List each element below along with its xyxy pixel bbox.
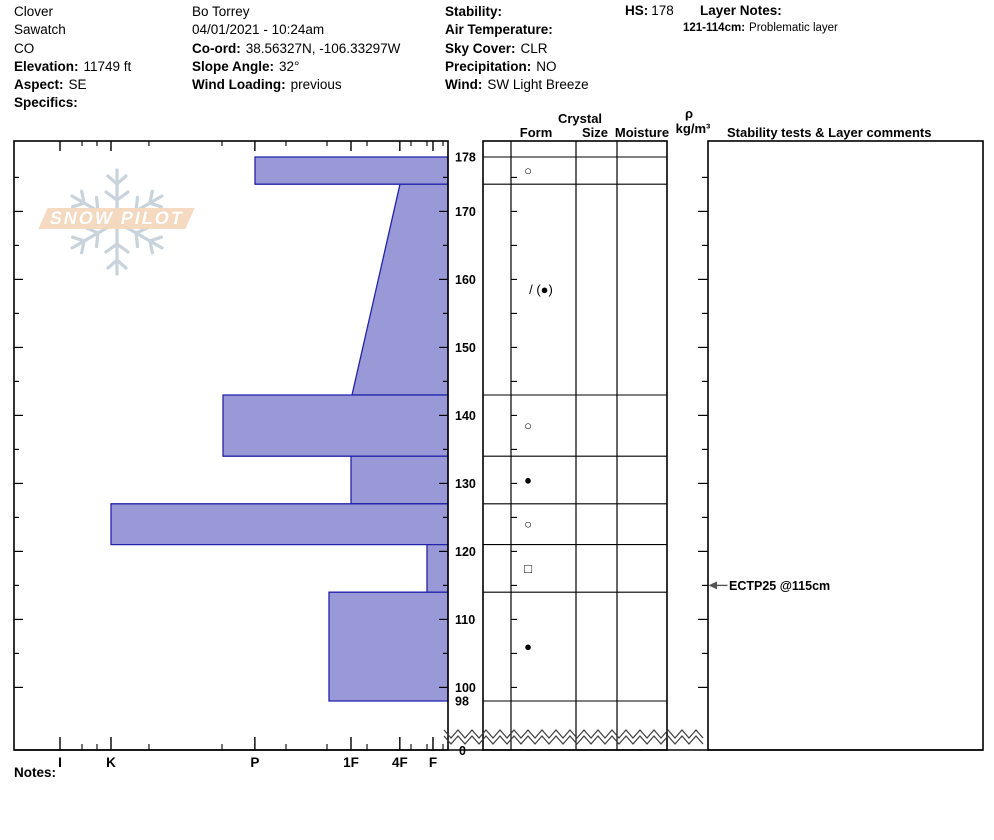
- layer-bar: [329, 592, 448, 701]
- hardness-tick-label: 4F: [391, 755, 408, 770]
- hardness-tick-label: I: [58, 755, 62, 770]
- arrow-left-icon: [709, 581, 718, 589]
- moisture-column-header: Moisture: [614, 125, 670, 140]
- slope-angle: Slope Angle: 32°: [192, 58, 300, 74]
- hardness-tick-label: F: [428, 755, 438, 770]
- depth-label: 150: [455, 340, 476, 355]
- chart-borders: [14, 141, 983, 750]
- stability-test-label: ECTP25 @115cm: [729, 578, 831, 593]
- state: CO: [14, 40, 35, 56]
- precipitation: Precipitation: NO: [445, 58, 557, 74]
- coordinates: Co-ord: 38.56327N, -106.33297W: [192, 40, 401, 56]
- grain-form-symbol: ○: [524, 516, 532, 532]
- grain-form-symbols: [524, 163, 553, 654]
- layer-bar: [255, 157, 448, 184]
- air-temperature: Air Temperature:: [445, 22, 553, 38]
- depth-label: 130: [455, 476, 476, 491]
- depth-label: 178: [455, 150, 476, 165]
- specifics: Specifics:: [14, 95, 78, 111]
- depth-label: 110: [455, 612, 476, 627]
- layer-bar: [351, 456, 448, 504]
- hardness-tick-label: 1F: [343, 755, 359, 770]
- stability-annotation: [709, 579, 831, 593]
- depth-label: 170: [455, 204, 476, 219]
- depth-label: 98: [455, 694, 469, 709]
- size-column-header: Size: [581, 125, 609, 140]
- depth-label: 160: [455, 272, 476, 287]
- layer-notes-entry: 121-114cm: Problematic layer: [683, 22, 838, 34]
- date-time: 04/01/2021 - 10:24am: [192, 22, 325, 38]
- hardness-tick-label: P: [250, 755, 260, 770]
- elevation: Elevation: 11749 ft: [14, 58, 132, 74]
- stability-column-header: Stability tests & Layer comments: [727, 125, 932, 140]
- density-symbol-header: ρ: [684, 106, 694, 121]
- layer-bar: [352, 184, 448, 395]
- hardness-layer-bars: [111, 157, 448, 701]
- grain-form-symbol: ●: [524, 472, 532, 488]
- sky-cover: Sky Cover: CLR: [445, 40, 548, 56]
- site-name: Clover: [14, 4, 54, 19]
- snow-height: HS: 178: [625, 3, 674, 18]
- stability: Stability:: [445, 4, 503, 19]
- layer-bar: [111, 504, 448, 545]
- depth-label: 120: [455, 544, 476, 559]
- depth-label: 140: [455, 408, 476, 423]
- hardness-tick-label: K: [106, 755, 116, 770]
- depth-label: 100: [455, 680, 476, 695]
- wind: Wind: SW Light Breeze: [445, 77, 589, 93]
- logo-text: SNOW PILOT: [47, 208, 186, 228]
- grain-form-symbol: ○: [524, 418, 532, 434]
- layer-bar: [223, 395, 448, 456]
- notes-label: Notes:: [14, 765, 57, 780]
- ground-depth-label: 0: [459, 744, 466, 758]
- density-unit-header: kg/m³: [675, 121, 711, 136]
- wind-loading: Wind Loading: previous: [192, 77, 342, 93]
- aspect: Aspect: SE: [14, 77, 87, 93]
- layer-notes-title: Layer Notes:: [700, 3, 782, 18]
- range-name: Sawatch: [14, 22, 66, 38]
- grain-form-symbol: ○: [524, 163, 532, 179]
- form-column-header: Form: [519, 125, 553, 140]
- grain-form-symbol: / (●): [529, 282, 553, 298]
- grain-form-symbol: ●: [524, 639, 532, 655]
- observer-name: Bo Torrey: [192, 4, 250, 19]
- crystal-column-header: Crystal: [557, 111, 603, 126]
- grain-form-symbol: □: [524, 560, 532, 576]
